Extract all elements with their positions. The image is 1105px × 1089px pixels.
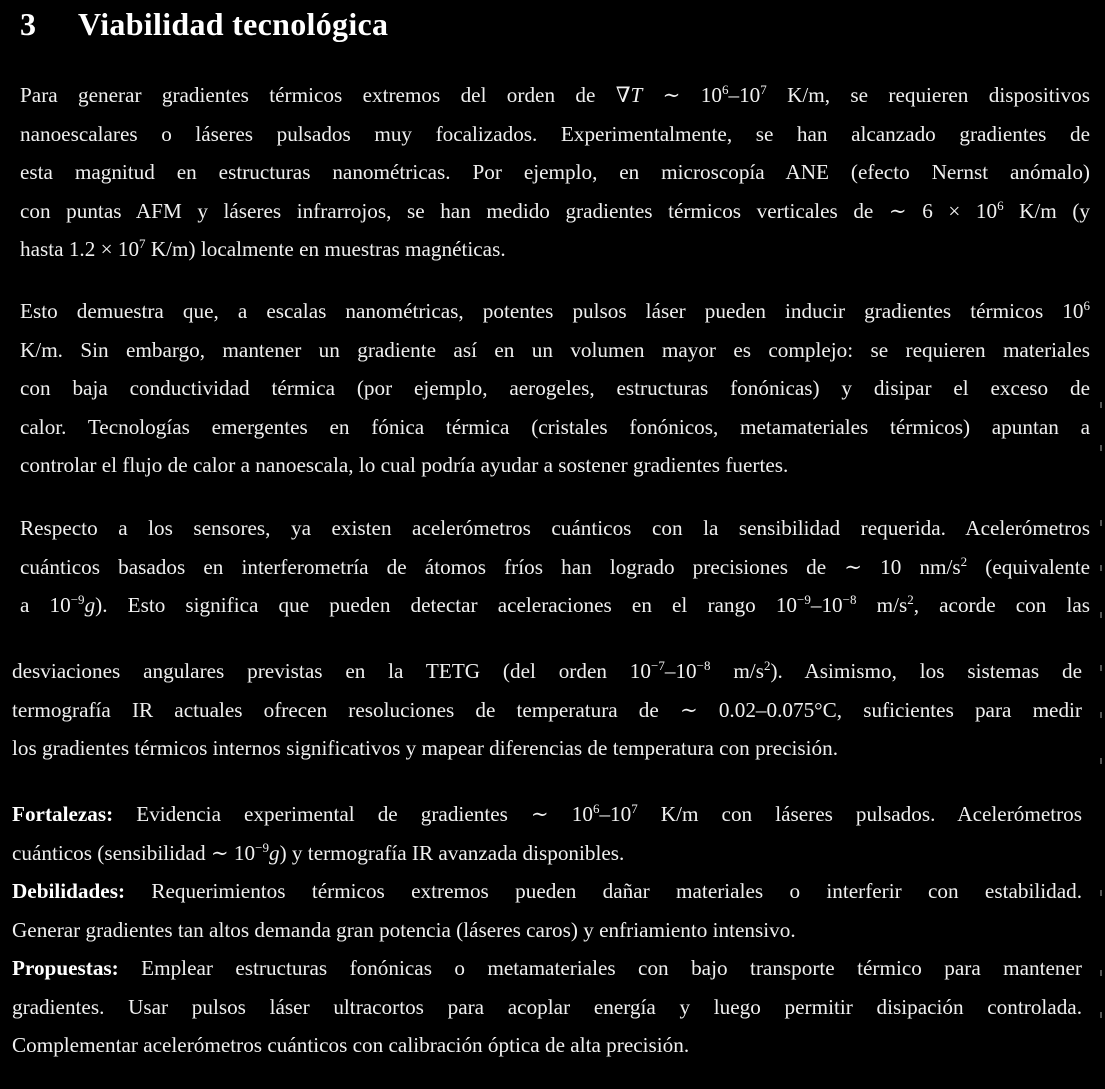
superscript: −9 <box>255 839 269 855</box>
proposals-line: Complementar acelerómetros cuánticos con calibración óptica de alta precisión. <box>12 1033 690 1057</box>
edge-artifact <box>1100 758 1102 764</box>
text-line <box>20 192 1090 231</box>
text-fragment: T <box>630 83 643 107</box>
text-fragment: Esto demuestra que, a escalas nanométricas, potentes pulsos láser pueden inducir gradientes térmicos 10 <box>20 299 1084 323</box>
text-fragment: Evidencia experimental de gradientes ∼ 10 <box>113 802 593 826</box>
text-fragment: ) y termografía IR avanzada disponibles. <box>279 840 625 865</box>
weaknesses-line <box>12 872 1082 911</box>
edge-artifact <box>1100 445 1102 451</box>
section-title: Viabilidad tecnológica <box>78 6 389 42</box>
paragraph-thermography <box>12 652 1082 768</box>
text-line <box>20 230 1090 269</box>
text-line: con baja conductividad térmica (por ejemplo, aerogeles, estructuras fonónicas) y disipar el exceso de <box>20 376 1090 400</box>
edge-artifact <box>1100 520 1102 526</box>
text-fragment: g <box>84 593 96 617</box>
superscript: 2 <box>763 658 771 673</box>
strengths-label: Fortalezas: <box>12 802 114 826</box>
text-fragment: –10 <box>728 83 761 107</box>
text-fragment: cuánticos (sensibilidad ∼ 10 <box>12 840 256 865</box>
paragraph-sensors <box>20 509 1090 625</box>
edge-artifact <box>1100 712 1102 718</box>
text-fragment: –10 <box>599 802 632 826</box>
superscript: 7 <box>139 236 146 251</box>
text-line: calor. Tecnologías emergentes en fónica térmica (cristales fonónicos, metamateriales térmicos) apuntan a <box>20 414 1090 439</box>
text-fragment: cuánticos basados en interferometría de átomos fríos han logrado precisiones de ∼ 10 nm/s <box>20 554 961 579</box>
text-fragment: K/m con láseres pulsados. Acelerómetros <box>637 802 1083 826</box>
edge-artifact <box>1100 1012 1102 1018</box>
text-fragment: , acorde con las <box>913 593 1090 617</box>
text-fragment: ). Esto significa que pueden detectar aceleraciones en el rango 10 <box>95 593 798 617</box>
text-fragment: Requerimientos térmicos extremos pueden dañar materiales o interferir con estabilidad. <box>125 879 1082 903</box>
superscript: 6 <box>721 82 729 97</box>
text-line <box>12 652 1082 691</box>
text-line: K/m. Sin embargo, mantener un gradiente así en un volumen mayor es complejo: se requieren materiales <box>20 337 1090 362</box>
text-line <box>20 548 1090 587</box>
text-fragment: Emplear estructuras fonónicas o metamateriales con bajo transporte térmico para mantener <box>118 956 1082 980</box>
text-fragment: –10 <box>810 593 843 617</box>
text-fragment: Para generar gradientes térmicos extremos del orden de ∇ <box>20 83 631 107</box>
text-fragment: (equivalente <box>967 554 1090 579</box>
superscript: −7 <box>651 658 665 673</box>
text-line: esta magnitud en estructuras nanométricas. Por ejemplo, en microscopía ANE (efecto Nernst anómalo) <box>20 160 1090 184</box>
text-line <box>20 76 1090 115</box>
superscript: −8 <box>842 592 857 607</box>
text-fragment: a 10 <box>20 593 71 617</box>
text-line: termografía IR actuales ofrecen resoluciones de temperatura de ∼ 0.02–0.075°C, suficientes para medir <box>12 697 1082 722</box>
text-fragment: K/m (y <box>1003 198 1090 223</box>
edge-artifact <box>1100 612 1102 618</box>
text-fragment: K/m) localmente en muestras magnéticas. <box>145 237 506 261</box>
paragraph-thermal-gradients <box>20 76 1090 269</box>
superscript: 2 <box>907 592 914 607</box>
section-heading <box>20 6 388 43</box>
strengths-line <box>12 834 1082 873</box>
superscript: 6 <box>592 801 600 816</box>
edge-artifact <box>1100 402 1102 408</box>
proposals-line <box>12 949 1082 988</box>
proposals-line: gradientes. Usar pulsos láser ultracortos para acoplar energía y luego permitir disipación controlada. <box>12 994 1082 1019</box>
text-fragment: ). Asimismo, los sistemas de <box>770 659 1082 683</box>
superscript: 7 <box>760 82 767 97</box>
edge-artifact <box>1100 665 1102 671</box>
superscript: 6 <box>997 197 1004 213</box>
text-fragment: –10 <box>664 659 697 683</box>
swot-summary <box>12 795 1082 1065</box>
text-line <box>20 586 1090 625</box>
text-fragment: ∼ 10 <box>642 83 722 107</box>
text-fragment: m/s <box>710 659 764 683</box>
weaknesses-label: Debilidades: <box>12 879 126 903</box>
text-line: controlar el flujo de calor a nanoescala, lo cual podría ayudar a sostener gradientes fuertes. <box>20 453 789 477</box>
superscript: 7 <box>631 801 638 816</box>
weaknesses-line: Generar gradientes tan altos demanda gran potencia (láseres caros) y enfriamiento intensivo. <box>12 917 796 942</box>
text-line: los gradientes térmicos internos significativos y mapear diferencias de temperatura con precisión. <box>12 736 839 760</box>
text-fragment: K/m, se requieren dispositivos <box>766 83 1090 107</box>
text-line: Respecto a los sensores, ya existen acelerómetros cuánticos con la sensibilidad requerida. Acelerómetros <box>20 516 1090 540</box>
edge-artifact <box>1100 890 1102 896</box>
text-fragment: m/s <box>856 593 908 617</box>
text-line: nanoescalares o láseres pulsados muy focalizados. Experimentalmente, se han alcanzado gradientes de <box>20 121 1090 146</box>
text-fragment: desviaciones angulares previstas en la TETG (del orden 10 <box>12 659 651 683</box>
superscript: −9 <box>797 592 811 607</box>
superscript: −8 <box>696 658 711 673</box>
superscript: −9 <box>70 592 85 607</box>
edge-artifact <box>1100 565 1102 571</box>
text-fragment: g <box>268 840 280 865</box>
section-number: 3 <box>20 6 37 42</box>
text-fragment: con puntas AFM y láseres infrarrojos, se han medido gradientes térmicos verticales de ∼ 6 × 10 <box>20 198 998 223</box>
superscript: 6 <box>1083 298 1090 313</box>
strengths-line <box>12 795 1082 834</box>
text-fragment: hasta 1.2 × 10 <box>20 237 140 261</box>
paragraph-nanoscale-lasers <box>20 292 1090 485</box>
edge-artifact <box>1100 970 1102 976</box>
superscript: 2 <box>960 553 968 569</box>
proposals-label: Propuestas: <box>12 956 119 980</box>
text-line <box>20 292 1090 331</box>
